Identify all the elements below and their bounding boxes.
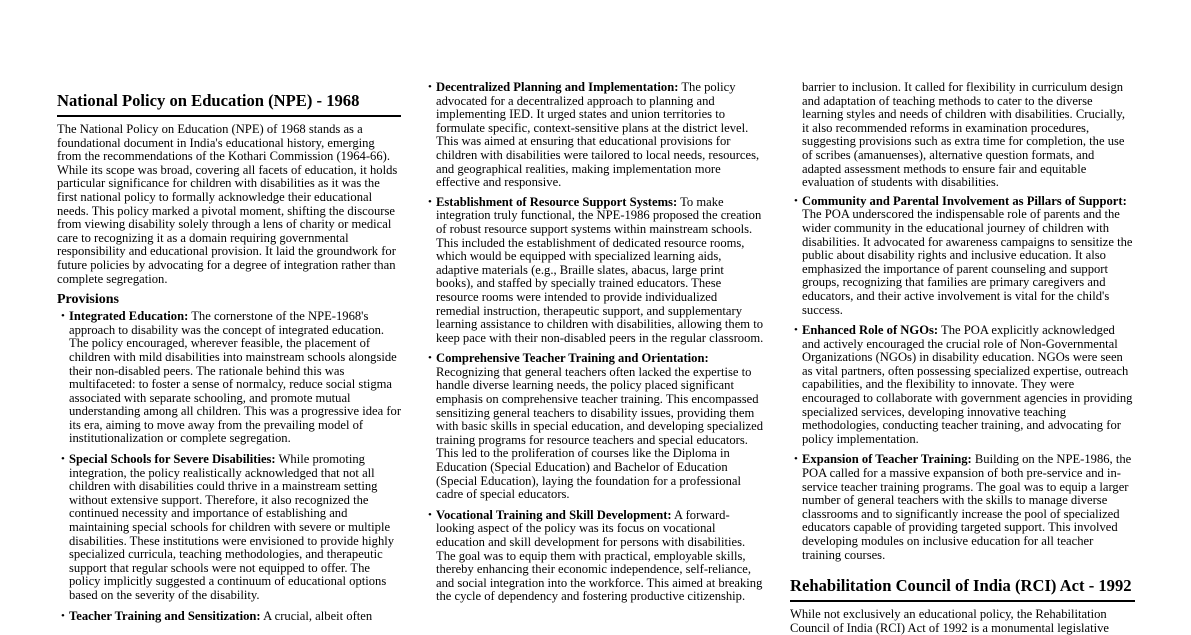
item-text: Recognizing that general teachers often lacked the expertise to handle diverse learning needs, the policy placed significant emphasis on comprehensive teacher training. This encompassed sensitizing general teachers to disability issues, providing them with basic skills in special education, and developing specialized training programs for resource teachers and special educators. This led to the proliferation of courses like the Diploma in Education (Special Education) and Bachelor of Education (Special Education), laying the foundation for a professional cadre of special educators. <box>436 364 763 502</box>
section-title-rci-act-1992: Rehabilitation Council of India (RCI) Act - 1992 <box>790 576 1135 602</box>
list-item <box>69 610 401 624</box>
item-term: Community and Parental Involvement as Pillars of Support: <box>802 193 1127 208</box>
list-item <box>436 81 764 190</box>
item-text: The POA underscored the indispensable role of parents and the wider community in the educational journey of children with disabilities. It advocated for awareness campaigns to sensitize the public about disability rights and inclusive education. It also emphasized the importance of parent counseling and support groups, recognizing that families are primary caregivers and educators, and their active involvement is vital for the child's success. <box>802 207 1133 317</box>
item-text: The cornerstone of the NPE-1968's approach to disability was the concept of integrated education. The policy encouraged, wherever feasible, the placement of children with mild disabilities into mainstream schools alongside their non-disabled peers. The rationale behind this was multifaceted: to foster a sense of normalcy, reduce social stigma associated with separate schooling, and promote mutual understanding among all children. This was a progressive idea for its era, aiming to move away from the prevailing model of institutionalization or complete segregation. <box>69 309 402 446</box>
item-text: A forward-looking aspect of the policy was its focus on vocational education and skill development for persons with disabilities. The goal was to equip them with practical, employable skills, thereby enhancing their economic independence, self-reliance, and social integration into the workforce. This aimed at breaking the cycle of dependency and fostering productive citizenship. <box>436 507 763 604</box>
list-item <box>802 324 1135 446</box>
item-term: Enhanced Role of NGOs: <box>802 323 939 338</box>
column-1 <box>57 0 401 623</box>
list-item <box>436 509 764 604</box>
list-item <box>69 310 401 446</box>
item-term: Teacher Training and Sensitization: <box>69 608 261 623</box>
list-item <box>802 453 1135 562</box>
section-title-npe-1968: National Policy on Education (NPE) - 1968 <box>57 91 401 117</box>
column-3 <box>790 0 1135 635</box>
item-term: Establishment of Resource Support Systems: <box>436 194 678 209</box>
item-text: To make integration truly functional, the NPE-1986 proposed the creation of robust resource support systems within mainstream schools. This included the establishment of dedicated resource rooms, which would be equipped with specialized learning aids, adaptive materials (e.g., Braille slates, abacus, large print books), and staffed by specially trained educators. These resource rooms were intended to provide individualized remedial instruction, therapeutic support, and supplementary learning assistance to children with disabilities, allowing them to keep pace with their non-disabled peers in the regular classroom. <box>436 194 764 345</box>
list-item <box>69 453 401 603</box>
item-term: Decentralized Planning and Implementation: <box>436 80 679 94</box>
npe-1986-list <box>436 81 764 604</box>
item-text: Building on the NPE-1986, the POA called for a massive expansion of both pre-service and in-service teacher training programs. The goal was to equip a larger number of general teachers with the skills to manage diverse classrooms and to significantly increase the pool of specialized educators capable of providing targeted support. This involved developing modules on inclusive education for all teacher training courses. <box>802 452 1132 562</box>
provisions-list <box>69 310 401 623</box>
item-text: While promoting integration, the policy realistically acknowledged that not all children with disabilities could thrive in a mainstream setting without extensive support. Therefore, it also recognized the continued necessity and importance of establishing and maintaining special schools for children with severe or multiple disabilities. These institutions were envisioned to provide highly specialized curricula, teaching methodologies, and therapeutic support that regular schools were not equipped to offer. The policy implicitly suggested a continuum of educational options based on the severity of the disability. <box>69 452 395 602</box>
list-item <box>436 196 764 346</box>
continuation-paragraph: barrier to inclusion. It called for flexibility in curriculum design and adaptation of teaching methods to cater to the diverse learning styles and needs of children with disabilities. Crucially, it also recommended reforms in examination procedures, suggesting provisions such as extra time for completion, the use of scribes (amanuenses), alternative question formats, and adapted assessment methods to ensure fair and equitable evaluation of students with disabilities. <box>802 80 1126 190</box>
list-item <box>802 195 1135 317</box>
item-term: Integrated Education: <box>69 309 189 324</box>
list-item <box>436 352 764 502</box>
item-term: Expansion of Teacher Training: <box>802 452 972 467</box>
item-text: The policy advocated for a decentralized approach to planning and implementing IED. It urged states and union territories to formulate specific, context-sensitive plans at the district level. This was aimed at ensuring that educational provisions for children with disabilities were tailored to local needs, resources, and geographical realities, making implementation more effective and responsive. <box>436 80 760 190</box>
rci-intro: While not exclusively an educational policy, the Rehabilitation Council of India (RCI) Act of 1992 is a monumental legislative <box>790 607 1109 635</box>
item-term: Special Schools for Severe Disabilities: <box>69 452 276 467</box>
item-text: The POA explicitly acknowledged and actively encouraged the crucial role of Non-Governmental Organizations (NGOs) in disability education. NGOs were seen as vital partners, often possessing specialized expertise, outreach capabilities, and the flexibility to innovate. They were encouraged to collaborate with government agencies in providing specialized services, developing innovative teaching methodologies, conducting teacher training, and advocating for policy implementation. <box>802 323 1133 446</box>
column-2 <box>424 0 764 604</box>
item-term: Vocational Training and Skill Development: <box>436 507 672 522</box>
item-text: A crucial, albeit often <box>260 608 373 623</box>
poa-list <box>802 195 1135 562</box>
item-term: Comprehensive Teacher Training and Orientation: <box>436 351 709 366</box>
provisions-heading: Provisions <box>57 292 119 308</box>
npe-1968-intro: The National Policy on Education (NPE) of 1968 stands as a foundational document in India's educational history, emerging from the recommendations of the Kothari Commission (1964-66). While its scope was broad, covering all facets of education, it holds particular significance for children with disabilities as it was the first national policy to formally acknowledge their educational needs. This policy marked a pivotal moment, shifting the discourse from viewing disability solely through a lens of charity or medical care to recognizing it as a domain requiring governmental responsibility and educational provision. It laid the groundwork for future policies by advocating for a degree of integration rather than complete segregation. <box>57 122 398 286</box>
